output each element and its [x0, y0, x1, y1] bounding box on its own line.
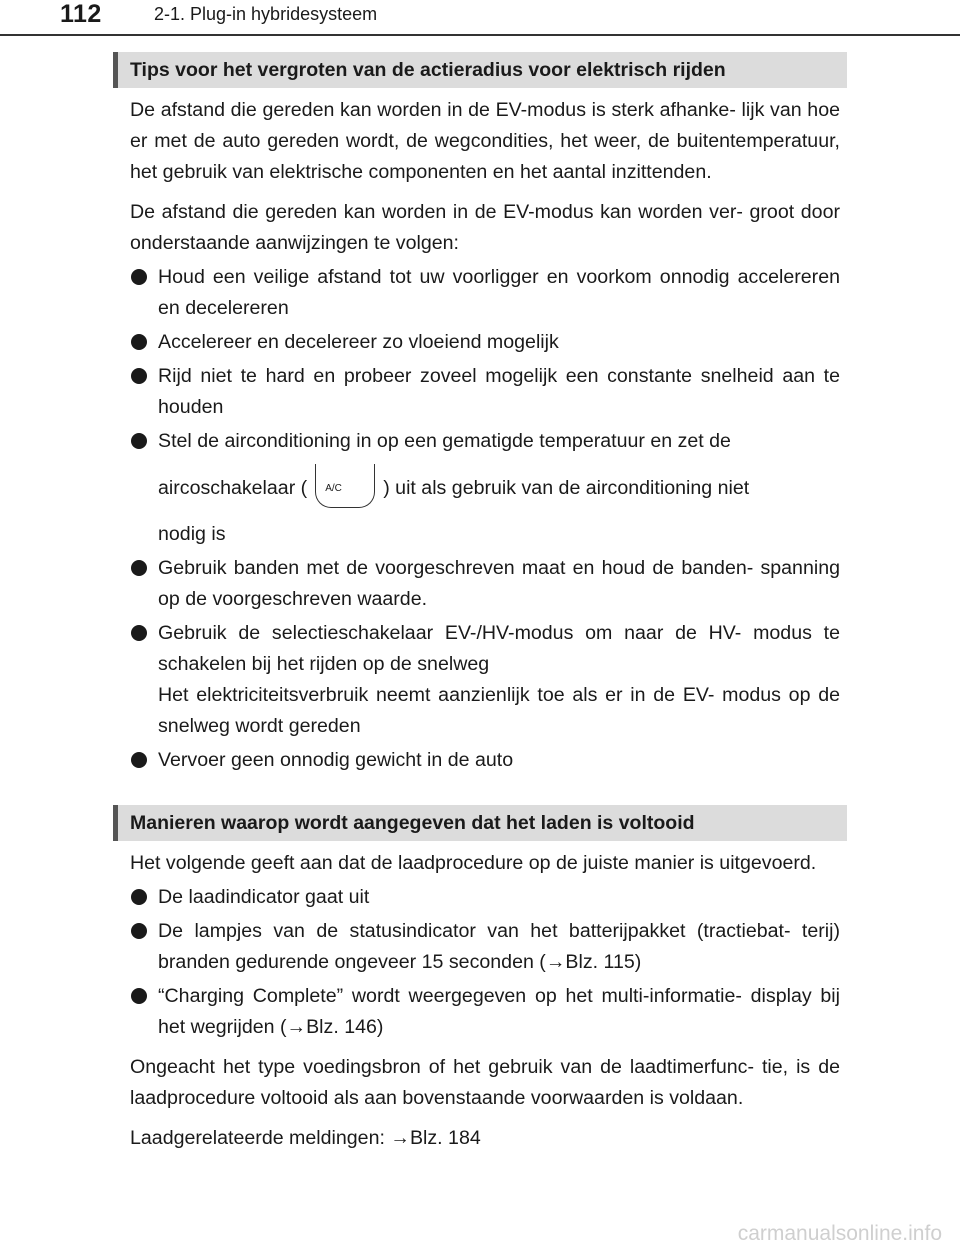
list-item: De lampjes van de statusindicator van het batterijpakket (tractiebat- terij) branden gedurende ongeveer 15 seconden (→Blz. 115) — [130, 916, 840, 978]
bullet-icon — [131, 368, 147, 384]
section-banner-range-tips — [113, 52, 847, 88]
banner-title: Tips voor het vergroten van de actieradius voor elektrisch rijden — [130, 59, 726, 81]
section-banner-charging-complete — [113, 805, 847, 841]
paragraph: Het volgende geeft aan dat de laadprocedure op de juiste manier is uitgevoerd. — [130, 852, 817, 874]
bullet-icon — [131, 752, 147, 768]
charging-complete-content — [130, 848, 840, 1154]
page-reference: Laadgerelateerde meldingen: →Blz. 184 — [130, 1127, 481, 1149]
list-item: Houd een veilige afstand tot uw voorligger en voorkom onnodig accelereren en decelereren — [130, 262, 840, 324]
bullet-icon — [131, 923, 147, 939]
list-item: Stel de airconditioning in op een gematigde temperatuur en zet de aircoschakelaar ( A/C ) uit als gebruik van de airconditioning niet nodig is — [130, 426, 840, 550]
ac-switch-line: aircoschakelaar ( A/C ) uit als gebruik van de airconditioning niet — [158, 467, 840, 511]
list-item: Vervoer geen onnodig gewicht in de auto — [130, 745, 840, 776]
bullet-icon — [131, 433, 147, 449]
watermark: carmanualsonline.info — [737, 1222, 942, 1245]
list-item: Rijd niet te hard en probeer zoveel mogelijk een constante snelheid aan te houden — [130, 361, 840, 423]
bullet-icon — [131, 889, 147, 905]
list-item: Gebruik banden met de voorgeschreven maat en houd de banden- spanning op de voorgeschreven waarde. — [130, 553, 840, 615]
paragraph: Ongeacht het type voedingsbron of het gebruik van de laadtimerfunc- tie, is de laadprocedure voltooid als aan bovenstaande voorwaarden is voldaan. — [130, 1056, 840, 1109]
paragraph: De afstand die gereden kan worden in de EV-modus is sterk afhanke- lijk van hoe er met de auto gereden wordt, de wegcondities, het weer, de buitentemperatuur, het gebruik van elektrische componenten en het aantal inzittenden. — [130, 99, 840, 183]
page-header — [0, 0, 960, 40]
page-number: 112 — [60, 0, 102, 28]
range-tips-content — [130, 95, 840, 776]
bullet-icon — [131, 988, 147, 1004]
bullet-icon — [131, 625, 147, 641]
bullet-icon — [131, 334, 147, 350]
header-divider — [0, 34, 960, 36]
list-item: Gebruik de selectieschakelaar EV-/HV-modus om naar de HV- modus te schakelen bij het rijden op de snelweg Het elektriciteitsverbruik neemt aanzienlijk toe als er in de EV- modus op de snelweg wordt gereden — [130, 618, 840, 742]
list-item: Accelereer en decelereer zo vloeiend mogelijk — [130, 327, 840, 358]
banner-title: Manieren waarop wordt aangegeven dat het laden is voltooid — [130, 812, 695, 834]
paragraph: De afstand die gereden kan worden in de EV-modus kan worden ver- groot door onderstaande aanwijzingen te volgen: — [130, 201, 840, 254]
bullet-icon — [131, 560, 147, 576]
ac-button-icon: A/C — [315, 464, 375, 508]
bullet-icon — [131, 269, 147, 285]
list-item: De laadindicator gaat uit — [130, 882, 840, 913]
list-item: “Charging Complete” wordt weergegeven op het multi-informatie- display bij het wegrijden (→Blz. 146) — [130, 981, 840, 1043]
section-title: 2-1. Plug-in hybridesysteem — [154, 4, 378, 24]
bullet-note: Het elektriciteitsverbruik neemt aanzienlijk toe als er in de EV- modus op de snelweg wordt gereden — [158, 684, 840, 737]
